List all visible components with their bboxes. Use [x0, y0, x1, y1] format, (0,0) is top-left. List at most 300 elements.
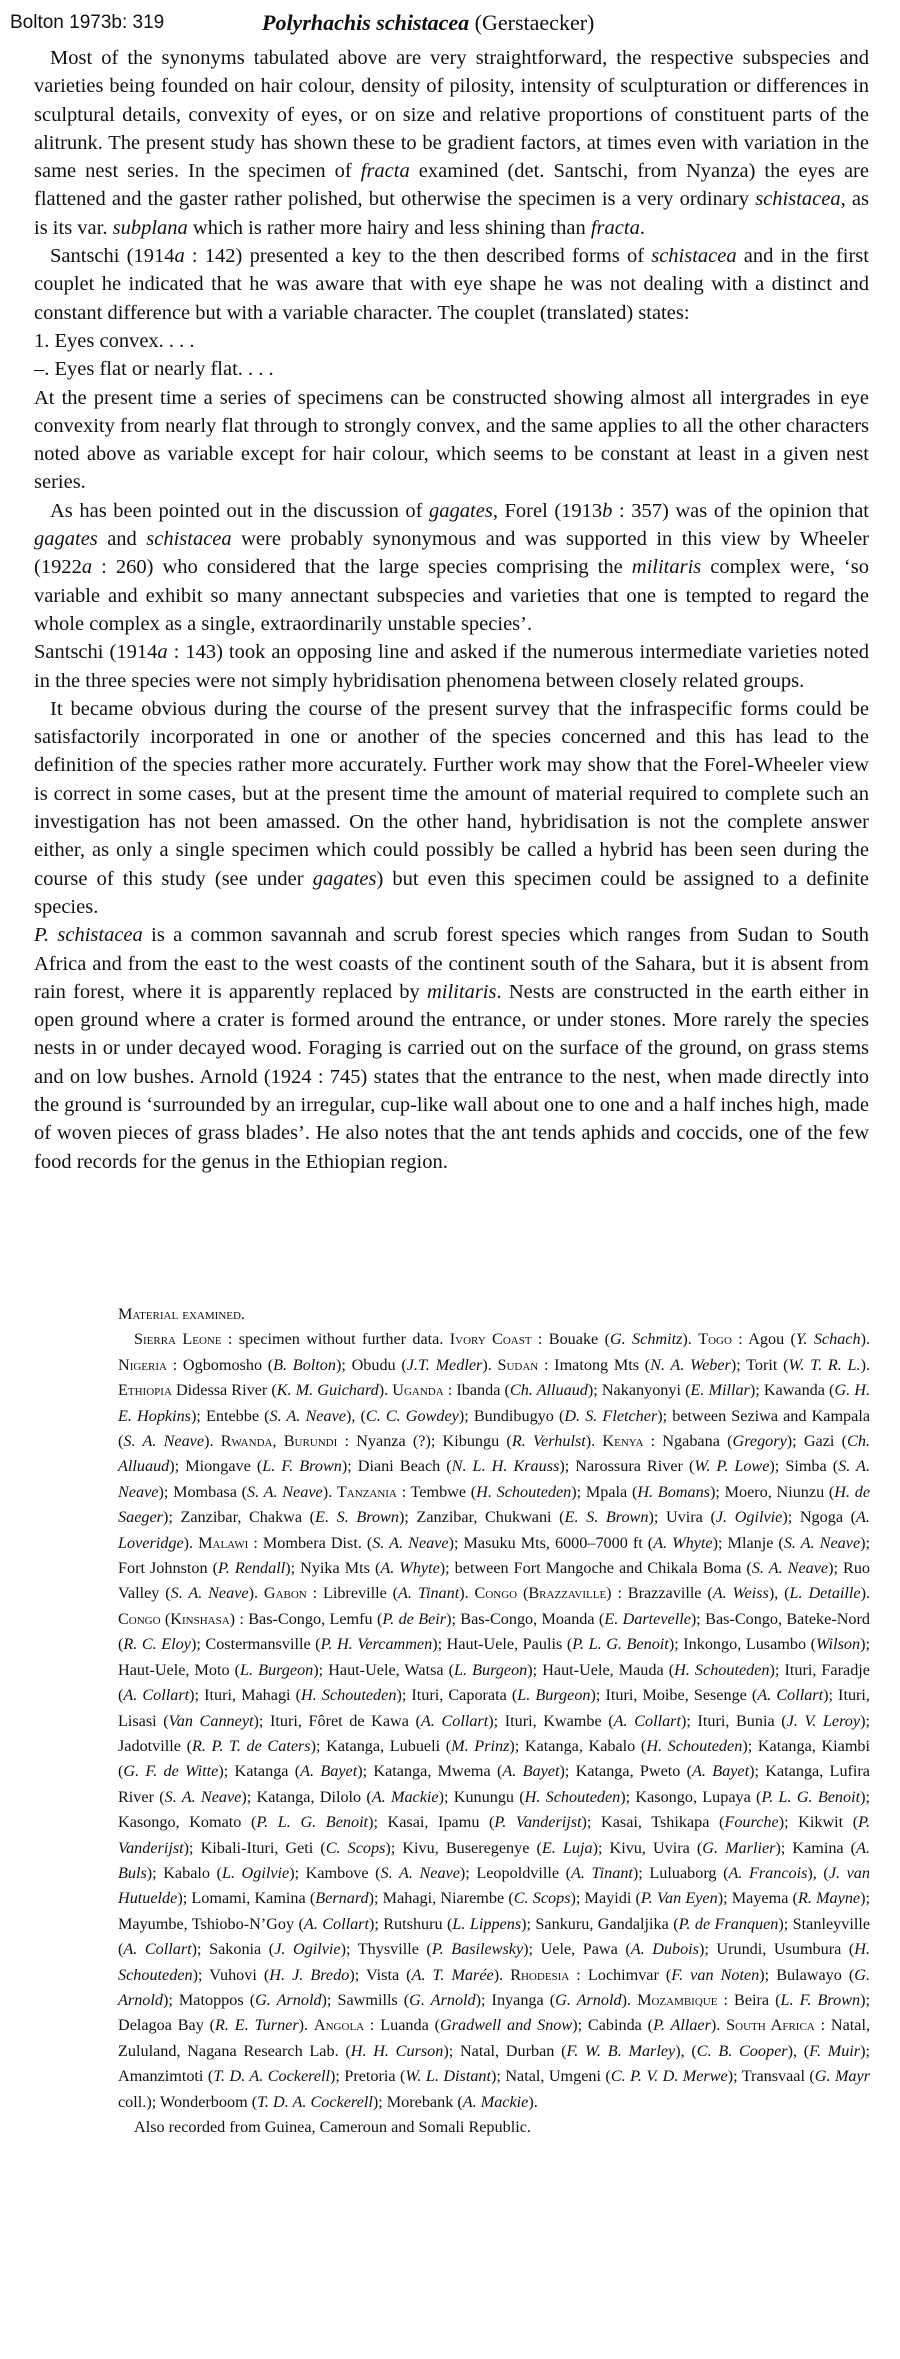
record-text: ), (	[807, 1863, 829, 1882]
collector-name: G. F. de Witte	[123, 1762, 219, 1781]
collector-name: D. S. Fletcher	[564, 1406, 658, 1425]
record-text: : Natal, Zululand, Nagana Research Lab. (	[118, 2016, 870, 2060]
paragraph-synonyms	[34, 44, 869, 242]
record-text: ).	[183, 1533, 199, 1552]
record-text: : Beira (	[717, 1990, 781, 2009]
collector-name: L. F. Brown	[780, 1990, 861, 2009]
collector-name: A. Dubois	[630, 1940, 699, 1959]
record-text: ); Kabalo (	[146, 1863, 222, 1882]
species-name: Polyrhachis schistacea	[262, 10, 470, 35]
collector-name: B. Bolton	[273, 1355, 336, 1374]
collector-name: W. T. R. L.	[788, 1355, 861, 1374]
segment-text: ) but even this specimen could be assigned to a definite species.	[34, 867, 869, 918]
segment-italic: a	[81, 556, 93, 579]
record-text: ); Amanzimtoti (	[118, 2041, 870, 2086]
record-text: ).	[204, 1432, 221, 1451]
record-text: ); Kawanda (	[749, 1381, 835, 1400]
collector-name: A. Collart	[123, 1686, 190, 1705]
record-text: ).	[493, 1965, 511, 1984]
record-text: : specimen without further data.	[221, 1330, 450, 1349]
collector-name: T. D. A. Cockerell	[257, 2092, 373, 2111]
collector-name: A. Collart	[123, 1940, 192, 1959]
segment-text: Santschi (1914	[50, 245, 175, 268]
collector-name: Wilson	[816, 1635, 861, 1654]
collector-name: A. Weiss	[712, 1584, 769, 1603]
collector-name: A. Collart	[303, 1914, 369, 1933]
collector-name: H. Bomans	[637, 1482, 710, 1501]
collector-name: S. A. Neave	[269, 1406, 346, 1425]
record-text: ); Mayumbe, Tshiobo-N’Goy (	[118, 1889, 870, 1933]
collector-name: F. van Noten	[671, 1965, 760, 1984]
segment-italic: schistacea	[146, 528, 232, 551]
record-text: : Tembwe (	[396, 1482, 477, 1501]
collector-name: S. A. Neave	[751, 1559, 829, 1578]
record-text: ).	[248, 1584, 264, 1603]
collector-name: L. F. Brown	[262, 1457, 342, 1476]
collector-name: J.T. Medler	[406, 1355, 483, 1374]
collector-name: P. Van Eyen	[640, 1889, 718, 1908]
record-text: ); Sankuru, Gandaljika (	[521, 1914, 679, 1933]
paragraph-santschi-key	[34, 242, 869, 327]
record-text: : Luanda (	[364, 2016, 441, 2035]
collector-name: A. Mackie	[371, 1787, 439, 1806]
record-text: ); Katanga, Mwema (	[357, 1762, 503, 1781]
record-text: ).	[682, 1330, 699, 1349]
record-text: ); Katanga, Lubueli (	[310, 1736, 452, 1755]
segment-italic: gagates	[429, 499, 493, 522]
segment-text: It became obvious during the course of the present survey that the infraspecific forms could be satisfactorily incorporated in one or another of the species concerned and this has lead to the definition of the species rather more accurately. Further work may show that the Forel-Wheeler view is correct in some cases, but at the present time the amount of material required to complete such an investigation has not been amassed. On the other hand, hybridisation is not the complete answer either, as only a single specimen which could possibly be called a hybrid has been seen during the course of this study (see under	[34, 697, 869, 890]
collector-name: G. Mayr	[814, 2067, 871, 2086]
collector-name: Van Canneyt	[168, 1711, 254, 1730]
country-name: Angola	[313, 2016, 365, 2035]
collector-name: T. D. A. Cockerell	[213, 2067, 331, 2086]
segment-text: and in the first couplet he indicated that he was aware that with eye shape he was not dealing with a distinct and constant difference but with a variable character. The couplet (translated) states:	[34, 245, 869, 324]
collector-name: Fourche	[724, 1813, 779, 1832]
record-text: ); Kasongo, Komato (	[118, 1787, 871, 1832]
record-text: : Imatong Mts (	[538, 1355, 651, 1374]
record-text: ); Mlanje (	[712, 1533, 784, 1552]
record-text: ); Ituri, Fôret de Kawa (	[253, 1711, 421, 1730]
segment-italic: militaris	[631, 556, 702, 579]
record-text: ); Ituri, Lisasi (	[118, 1686, 870, 1730]
record-text: ); Zanzibar, Chakwa (	[162, 1508, 316, 1527]
record-text: ), (	[675, 2041, 697, 2060]
record-text: ); Mayema (	[717, 1889, 798, 1908]
couplet	[34, 327, 869, 384]
collector-name: A. Loveridge	[118, 1508, 870, 1552]
record-text: ); Bundibugyo (	[458, 1406, 565, 1425]
segment-text: Most of the synonyms tabulated above are very straightforward, the respective subspecies and varieties being founded on hair colour, density of pilosity, intensity of sculpturation or differences in sculptural details, convexity of eyes, or on size and relative proportions of constituent parts of the alitrunk. The present study has shown these to be gradient factors, at times even with variation in the same nest series. In the specimen of	[34, 47, 869, 183]
record-text: ); Zanzibar, Chukwani (	[398, 1508, 565, 1527]
collector-name: E. Dartevelle	[604, 1609, 691, 1628]
collector-name: Ch. Alluaud	[118, 1432, 870, 1476]
record-text: ), (	[768, 1584, 790, 1603]
collector-name: P. Vanderijst	[118, 1813, 870, 1857]
record-text: ); Bulawayo (	[759, 1965, 855, 1984]
species-author: (Gerstaecker)	[474, 10, 595, 35]
collector-name: K. M. Guichard	[276, 1381, 379, 1400]
record-text: ); Ituri, Faradje (	[118, 1660, 870, 1705]
segment-text: , as is its var.	[34, 188, 869, 239]
record-text: ); Fort Johnston (	[118, 1533, 871, 1578]
segment-text: : 142) presented a key to the then described forms of	[184, 245, 652, 268]
collector-name: N. A. Weber	[650, 1355, 731, 1374]
record-text: ); Natal, Durban (	[443, 2041, 567, 2060]
record-text: ); Kambove (	[289, 1863, 381, 1882]
collector-name: Gregory	[732, 1432, 787, 1451]
segment-italic: a	[157, 641, 168, 664]
record-text: ).	[585, 1432, 603, 1451]
record-text: ); Natal, Umgeni (	[491, 2067, 611, 2086]
segment-text: which is rather more hairy and less shining than	[187, 216, 591, 239]
collector-name: E. Millar	[690, 1381, 750, 1400]
segment-italic: P. schistacea	[34, 924, 143, 947]
record-text: ); Vuhovi (	[192, 1965, 270, 1984]
record-text: ); Sakonia (	[191, 1940, 275, 1959]
collector-name: H. Schouteden	[118, 1940, 870, 1984]
record-text: ); Bas-Congo, Bateke-Nord (	[118, 1609, 870, 1654]
record-text: ); Bas-Congo, Moanda (	[446, 1609, 605, 1628]
record-text: ).	[621, 1990, 638, 2009]
collector-name: E. Luja	[541, 1838, 593, 1857]
collector-name: S. A. Neave	[170, 1584, 249, 1603]
paragraph-infraspecific	[34, 695, 869, 921]
record-text: ); Thysville (	[340, 1940, 432, 1959]
record-text: ).	[528, 2092, 538, 2111]
collector-name: H. Schouteden	[301, 1686, 397, 1705]
collector-name: R. Mayne	[797, 1889, 861, 1908]
collector-name: S. A. Neave	[164, 1787, 242, 1806]
record-text: : Agou (	[731, 1330, 796, 1349]
segment-italic: a	[174, 245, 185, 268]
country-name: Kenya	[602, 1432, 644, 1451]
record-text: ); Torit (	[730, 1355, 789, 1374]
collector-name: H. J. Bredo	[269, 1965, 350, 1984]
record-text: ); Ituri, Kwambe (	[488, 1711, 614, 1730]
collector-name: Ch. Alluaud	[509, 1381, 588, 1400]
collector-name: R. E. Turner	[215, 2016, 299, 2035]
collector-name: G. H. E. Hopkins	[118, 1381, 870, 1425]
segment-text: and	[97, 528, 147, 551]
segment-italic: gagates	[312, 867, 377, 890]
record-text: ).	[710, 2016, 727, 2035]
collector-name: H. Schouteden	[524, 1787, 621, 1806]
record-text: ); Kunungu (	[438, 1787, 525, 1806]
record-text: ); Costermansville (	[190, 1635, 321, 1654]
record-text: ); Rutshuru (	[368, 1914, 453, 1933]
record-text: ); Kasai, Tshikapa (	[581, 1813, 725, 1832]
couplet-line-1: 1. Eyes convex. . . .	[34, 329, 195, 352]
collector-name: S. A. Neave	[247, 1482, 323, 1501]
collector-name: Bernard	[315, 1889, 369, 1908]
segment-italic: b	[602, 499, 613, 522]
paragraph-forel-wheeler	[34, 497, 869, 638]
paragraph-santschi-opposing	[34, 638, 869, 695]
segment-italic: schistacea	[755, 188, 841, 211]
record-text: ); Ituri, Moibe, Sesenge (	[590, 1686, 758, 1705]
record-text: ); Mombasa (	[158, 1482, 248, 1501]
segment-text: : 357) was of the opinion that	[612, 499, 870, 522]
collector-name: N. L. H. Krauss	[451, 1457, 560, 1476]
collector-name: W. L. Distant	[405, 2067, 492, 2086]
collector-name: C. B. Cooper	[696, 2041, 788, 2060]
collector-name: P. de Franquen	[678, 1914, 779, 1933]
citation-reference: Bolton 1973b: 319	[10, 12, 165, 33]
record-text: : Bas-Congo, Lemfu (	[235, 1609, 383, 1628]
segment-italic: subplana	[112, 216, 188, 239]
record-text: ); Miongave (	[169, 1457, 263, 1476]
collector-name: R. P. T. de Caters	[191, 1736, 311, 1755]
segment-text: .	[639, 216, 645, 239]
collector-name: F. Muir	[809, 2041, 861, 2060]
material-examined	[118, 1302, 870, 2140]
collector-name: P. L. G. Benoit	[572, 1635, 669, 1654]
collector-name: C. P. V. D. Merwe	[610, 2067, 728, 2086]
collector-name: Gradwell and Snow	[440, 2016, 573, 2035]
record-text: ); Narossura River (	[559, 1457, 695, 1476]
record-text: ); Urundi, Usumbura (	[698, 1940, 855, 1959]
country-name: Congo (Brazzaville)	[474, 1584, 612, 1603]
record-text: ); Nakanyonyi (	[587, 1381, 691, 1400]
collector-name: A. Collart	[420, 1711, 489, 1730]
collector-name: A. Bayet	[300, 1762, 358, 1781]
country-name: Sierra Leone	[134, 1330, 222, 1349]
collector-name: G. Arnold	[118, 1965, 871, 2009]
collector-name: H. Schouteden	[674, 1660, 770, 1679]
record-text: ); Katanga, Dilolo (	[241, 1787, 372, 1806]
segment-italic: militaris	[426, 980, 497, 1003]
collector-name: H. H. Curson	[350, 2041, 444, 2060]
segment-text: complex were, ‘so variable and exhibit so many annectant subspecies and varieties that one is tempted to regard the whole complex as a single, extraordinarily unstable species’.	[34, 556, 869, 635]
record-text: ); Katanga (	[218, 1762, 301, 1781]
record-text: ); Kivu, Uvira (	[592, 1838, 703, 1857]
collector-name: J. Ogilvie	[715, 1508, 783, 1527]
record-text: ).	[860, 1584, 871, 1603]
segment-text: were probably synonymous and was supported in this view by Wheeler (1922	[34, 528, 870, 579]
collector-name: A. Francois	[728, 1863, 808, 1882]
collector-name: L. Burgeon	[517, 1686, 591, 1705]
collector-name: G. Marlier	[702, 1838, 776, 1857]
collector-name: H. Schouteden	[476, 1482, 572, 1501]
record-text: ).	[482, 1355, 498, 1374]
collector-name: L. Detaille	[789, 1584, 861, 1603]
record-text: ); Sawmills (	[321, 1990, 410, 2009]
collector-name: A. T. Marée	[411, 1965, 494, 1984]
country-name: Uganda	[392, 1381, 444, 1400]
record-text: ); Kivu, Buseregenye (	[385, 1838, 542, 1857]
record-text: ); Vista (	[349, 1965, 412, 1984]
species-title	[262, 10, 594, 36]
collector-name: F. W. B. Marley	[566, 2041, 676, 2060]
collector-name: E. S. Brown	[564, 1508, 649, 1527]
record-text: ); Katanga, Pweto (	[559, 1762, 693, 1781]
record-text: ).	[322, 1482, 337, 1501]
country-name: Togo	[698, 1330, 732, 1349]
record-text: ); Kikwit (	[778, 1813, 859, 1832]
collector-name: A. Whyte	[653, 1533, 713, 1552]
collector-name: S. A. Neave	[380, 1863, 460, 1882]
segment-text: is a common savannah and scrub forest species which ranges from Sudan to South Africa and from the east to the west coasts of the continent south of the Sahara, but it is absent from rain forest, where it is apparently replaced by	[34, 924, 869, 1003]
collector-name: R. C. Eloy	[123, 1635, 191, 1654]
collector-name: W. P. Lowe	[694, 1457, 770, 1476]
segment-italic: schistacea	[651, 245, 737, 268]
record-text: ); Morebank (	[372, 2092, 463, 2111]
collector-name: H. de Saeger	[118, 1482, 871, 1527]
record-text: : Mombera Dist. (	[248, 1533, 373, 1552]
collector-name: M. Prinz	[451, 1736, 510, 1755]
country-name: South Africa	[726, 2016, 815, 2035]
record-text: ); Kasai, Ipamu (	[368, 1813, 495, 1832]
record-text: ); Katanga, Lufira River (	[118, 1762, 870, 1806]
record-text: ); Mahagi, Niarembe (	[368, 1889, 514, 1908]
record-text: ); Ruo Valley (	[118, 1559, 871, 1603]
record-text: ); Inkongo, Lusambo (	[668, 1635, 817, 1654]
collector-name: H. Schouteden	[646, 1736, 743, 1755]
collector-name: P. Rendall	[218, 1559, 286, 1578]
collector-name: A. Bayet	[502, 1762, 560, 1781]
record-text: ); Diani Beach (	[341, 1457, 452, 1476]
discussion-text	[34, 44, 869, 1176]
collector-name: P. de Beir	[382, 1609, 447, 1628]
segment-text: . Nests are constructed in the earth either in open ground where a crater is formed around the entrance, or under stones. More rarely the species nests in or under decayed wood. Foraging is carried out on the surface of the ground, on grass stems and on low bushes. Arnold (1924 : 745) states that the entrance to the nest, when made directly into the ground is ‘surrounded by an irregular, cup-like wall about one to one and a half inches high, made of woven pieces of grass blades’. He also notes that the ant tends aphids and coccids, one of the few food records for the genus in the Ethiopian region.	[34, 980, 869, 1173]
collector-name: G. Arnold	[409, 1990, 476, 2009]
country-name: Sudan	[497, 1355, 539, 1374]
segment-text: , Forel (1913	[492, 499, 603, 522]
record-text: ); Pretoria (	[330, 2067, 406, 2086]
record-text: ); Cabinda (	[572, 2016, 654, 2035]
segment-text: Santschi (1914	[34, 641, 158, 664]
record-text: Didessa River (	[171, 1381, 277, 1400]
collector-name: R. Verhulst	[511, 1432, 586, 1451]
collector-name: C. C. Gowdey	[365, 1406, 459, 1425]
collector-name: A. Tinant	[398, 1584, 460, 1603]
collector-name: C. Scops	[513, 1889, 571, 1908]
collector-name: A. Collart	[757, 1686, 824, 1705]
collector-name: G. Schmitz	[609, 1330, 683, 1349]
couplet-line-2: –. Eyes flat or nearly flat. . . .	[34, 358, 274, 381]
collector-name: E. S. Brown	[315, 1508, 399, 1527]
collector-name: S. A. Neave	[123, 1432, 205, 1451]
material-records	[118, 1327, 870, 2115]
record-text: ); Obudu (	[335, 1355, 407, 1374]
record-text: : Ngabana (	[643, 1432, 733, 1451]
record-text: ); Ituri, Bunia (	[680, 1711, 787, 1730]
record-text: ); Transvaal (	[727, 2067, 815, 2086]
record-text: ); Katanga, Kabalo (	[509, 1736, 647, 1755]
record-text: ); Stanleyville (	[118, 1914, 871, 1959]
record-text: ); Masuku Mts, 6000–7000 ft (	[448, 1533, 654, 1552]
paragraph-distribution	[34, 921, 869, 1176]
collector-name: A. Mackie	[462, 2092, 529, 2111]
record-text: ); Inyanga (	[475, 1990, 556, 2009]
record-text: ), (	[787, 2041, 810, 2060]
segment-text: As has been pointed out in the discussion of	[50, 499, 430, 522]
collector-name: G. Arnold	[555, 1990, 622, 2009]
record-text: ); Kasongo, Lupaya (	[620, 1787, 762, 1806]
collector-name: J. V. Leroy	[786, 1711, 861, 1730]
record-text: ).	[459, 1584, 475, 1603]
record-text: ); Haut-Uele, Paulis (	[432, 1635, 573, 1654]
record-text: ); Leopoldville (	[459, 1863, 572, 1882]
record-text: ); Moero, Niunzu (	[709, 1482, 835, 1501]
collector-name: A. Collart	[613, 1711, 681, 1730]
record-text: ); Mayidi (	[570, 1889, 641, 1908]
collector-name: L. Burgeon	[454, 1660, 528, 1679]
country-name: Ivory Coast	[449, 1330, 532, 1349]
record-text: ); Matoppos (	[162, 1990, 256, 2009]
country-name: Ethiopia	[118, 1381, 172, 1400]
record-text: ); Entebbe (	[191, 1406, 270, 1425]
paragraph-intergrades: At the present time a series of specimens can be constructed showing almost all intergrades in eye convexity from nearly flat through to strongly convex, and the same applies to all the other characters noted above as variable except for hair colour, which seems to be constant at least in a given nest series.	[34, 386, 869, 494]
country-name: Rhodesia	[510, 1965, 570, 1984]
collector-name: L. Burgeon	[240, 1660, 314, 1679]
record-text: ); Nyika Mts (	[285, 1559, 381, 1578]
segment-italic: fracta	[360, 160, 410, 183]
record-text: : Ibanda (	[443, 1381, 510, 1400]
country-name: Congo (Kinshasa)	[118, 1609, 236, 1628]
record-text: ); Gazi (	[786, 1432, 848, 1451]
also-recorded: Also recorded from Guinea, Cameroun and Somali Republic.	[134, 2118, 531, 2136]
record-text: ); Lomami, Kamina (	[177, 1889, 316, 1908]
collector-name: P. Vanderijst	[494, 1813, 582, 1832]
record-text: ); Ngoga (	[782, 1508, 857, 1527]
record-text: : Bouake (	[531, 1330, 610, 1349]
collector-name: L. Lippens	[452, 1914, 522, 1933]
record-text: : Brazzaville (	[611, 1584, 713, 1603]
collector-name: A. Tinant	[571, 1863, 633, 1882]
record-text: ); Uele, Pawa (	[523, 1940, 631, 1959]
record-text: : Lochimvar (	[569, 1965, 672, 1984]
collector-name: P. L. G. Benoit	[256, 1813, 369, 1832]
segment-text: examined (det. Santschi, from Nyanza) the eyes are flattened and the gaster rather polished, but otherwise the specimen is a very ordinary	[34, 160, 869, 211]
country-name: Mozambique	[637, 1990, 718, 2009]
country-name: Tanzania	[336, 1482, 397, 1501]
record-text: ); Katanga, Kiambi (	[118, 1736, 871, 1781]
collector-name: C. Scops	[325, 1838, 386, 1857]
collector-name: G. Arnold	[255, 1990, 322, 2009]
record-text: ); Ituri, Caporata (	[396, 1686, 518, 1705]
record-text: ).	[860, 1330, 871, 1349]
collector-name: P. Allaer	[653, 2016, 711, 2035]
collector-name: A. Bayet	[692, 1762, 750, 1781]
collector-name: P. Basilewsky	[431, 1940, 524, 1959]
record-text: ); Mpala (	[571, 1482, 638, 1501]
record-text: ); Simba (	[769, 1457, 839, 1476]
collector-name: J. Ogilvie	[274, 1940, 341, 1959]
record-text: ); Jadotville (	[118, 1711, 870, 1755]
country-name: Gabon	[263, 1584, 307, 1603]
record-text: ); between Seziwa and Kampala (	[118, 1406, 871, 1451]
collector-name: S. A. Neave	[118, 1457, 870, 1501]
record-text: : Libreville (	[306, 1584, 399, 1603]
record-text: : Nyanza (?); Kibungu (	[337, 1432, 512, 1451]
collector-name: S. A. Neave	[783, 1533, 861, 1552]
segment-italic: gagates	[34, 528, 98, 551]
segment-text: : 260) who considered that the large species comprising the	[92, 556, 632, 579]
record-text: ); Haut-Uele, Mauda (	[527, 1660, 675, 1679]
record-text: ); Kibali-Ituri, Geti (	[183, 1838, 326, 1857]
record-text: ); Kamina (	[775, 1838, 857, 1857]
record-text: ); Uvira (	[648, 1508, 716, 1527]
record-text: ); Haut-Uele, Moto (	[118, 1635, 870, 1679]
record-text: ); between Fort Mangoche and Chikala Boma (	[439, 1559, 752, 1578]
record-text: ).	[378, 1381, 393, 1400]
collector-name: P. L. G. Benoit	[761, 1787, 861, 1806]
country-name: Malawi	[198, 1533, 249, 1552]
collector-name: J. van Hutuelde	[118, 1863, 870, 1908]
material-heading: Material examined.	[118, 1305, 245, 1323]
country-name: Nigeria	[118, 1355, 167, 1374]
